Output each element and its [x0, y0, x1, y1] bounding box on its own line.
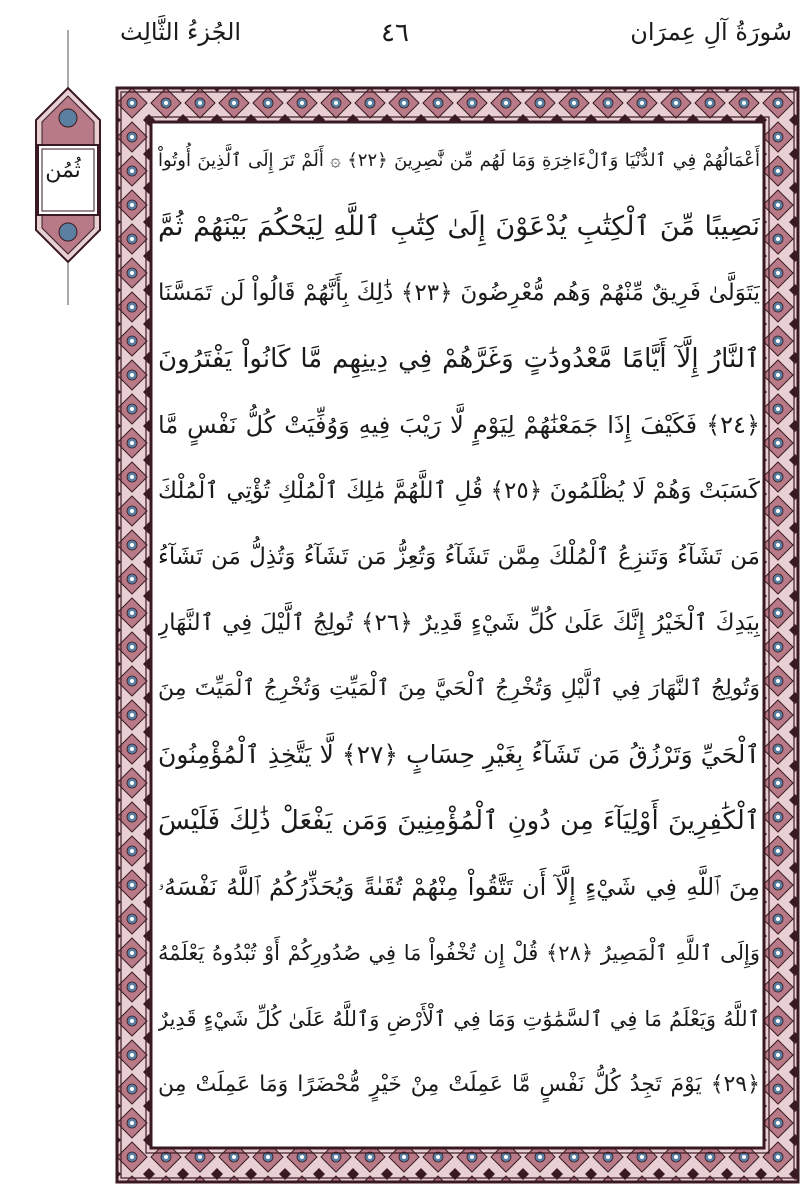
verse-line: كَسَبَتْ وَهُمْ لَا يُظْلَمُونَ ﴿٢٥﴾ قُلِ ٱللَّهُمَّ مَٰلِكَ ٱلْمُلْكِ تُؤْتِي ٱلْمُلْكَ — [158, 478, 760, 504]
verse-line: مِنَ ٱللَّهِ فِي شَيْءٍ إِلَّآ أَن تَتَّقُواْ مِنْهُمْ تُقَىٰةً وَيُحَذِّرُكُمُ ٱللَّهُ نَفْسَهُۥ — [158, 873, 760, 901]
verse-line: وَتُولِجُ ٱلنَّهَارَ فِي ٱلَّيْلِ وَتُخْرِجُ ٱلْحَيَّ مِنَ ٱلْمَيِّتِ وَتُخْرِجُ ٱلْمَيِّتَ مِنَ — [158, 676, 760, 701]
verse-line: مَن تَشَآءُ وَتَنزِعُ ٱلْمُلْكَ مِمَّن تَشَآءُ وَتُعِزُّ مَن تَشَآءُ وَتُذِلُّ مَن تَشَآءُ — [158, 544, 760, 570]
verse-line: بِيَدِكَ ٱلْخَيْرُ إِنَّكَ عَلَىٰ كُلِّ شَيْءٍ قَدِيرٌ ﴿٢٦﴾ تُولِجُ ٱلَّيْلَ فِي ٱلنَّهَارِ — [158, 610, 760, 636]
verse-line: ﴿٢٩﴾ يَوْمَ تَجِدُ كُلُّ نَفْسٍ مَّا عَمِلَتْ مِنْ خَيْرٍ مُّحْضَرًا وَمَا عَمِلَتْ مِن — [158, 1072, 760, 1097]
juz-title: الجُزءُ الثَّالِث — [120, 18, 242, 46]
page-header — [0, 0, 800, 80]
verse-line: ٱللَّهُ وَيَعْلَمُ مَا فِي ٱلسَّمَٰوَٰتِ وَمَا فِي ٱلْأَرْضِ وَٱللَّهُ عَلَىٰ كُلِّ شَيْءٍ قَدِيرٌ — [158, 1007, 760, 1031]
hizb-label: ثُمُن — [45, 158, 81, 183]
page-number: ٤٦ — [381, 18, 409, 48]
quran-text-block — [158, 130, 760, 1120]
verse-line: ﴿٢٤﴾ فَكَيْفَ إِذَا جَمَعْنَٰهُمْ لِيَوْمٍ لَّا رَيْبَ فِيهِ وَوُفِّيَتْ كُلُّ نَفْسٍ مَّا — [158, 411, 760, 439]
verse-line: ٱلنَّارُ إِلَّآ أَيَّامًا مَّعْدُودَٰتٍ وَغَرَّهُمْ فِي دِينِهِم مَّا كَانُواْ يَفْتَرُونَ — [158, 344, 760, 374]
surah-title: سُورَةُ آلِ عِمرَان — [630, 18, 792, 46]
verse-line: نَصِيبًا مِّنَ ٱلْكِتَٰبِ يُدْعَوْنَ إِلَىٰ كِتَٰبِ ٱللَّهِ لِيَحْكُمَ بَيْنَهُمْ ثُمَّ — [158, 211, 760, 242]
verse-line: أَعْمَالُهُمْ فِي ٱلدُّنْيَا وَٱلْءَاخِرَةِ وَمَا لَهُم مِّن نَّٰصِرِينَ ﴿٢٢﴾ ۞ أَلَمْ تَرَ إِلَى ٱلَّذِينَ أُوتُواْ — [158, 150, 760, 171]
verse-line: يَتَوَلَّىٰ فَرِيقٌ مِّنْهُمْ وَهُم مُّعْرِضُونَ ﴿٢٣﴾ ذَٰلِكَ بِأَنَّهُمْ قَالُواْ لَن تَمَسَّنَا — [158, 280, 760, 306]
verse-line: وَإِلَى ٱللَّهِ ٱلْمَصِيرُ ﴿٢٨﴾ قُلْ إِن تُخْفُواْ مَا فِي صُدُورِكُمْ أَوْ تُبْدُوهُ يَعْلَمْهُ — [158, 941, 760, 965]
verse-line: ٱلْكَٰفِرِينَ أَوْلِيَآءَ مِن دُونِ ٱلْمُؤْمِنِينَ وَمَن يَفْعَلْ ذَٰلِكَ فَلَيْسَ — [158, 806, 760, 836]
hizb-marker — [0, 0, 120, 320]
verse-line: ٱلْحَيِّ وَتَرْزُقُ مَن تَشَآءُ بِغَيْرِ حِسَابٍ ﴿٢٧﴾ لَّا يَتَّخِذِ ٱلْمُؤْمِنُونَ — [158, 740, 760, 769]
